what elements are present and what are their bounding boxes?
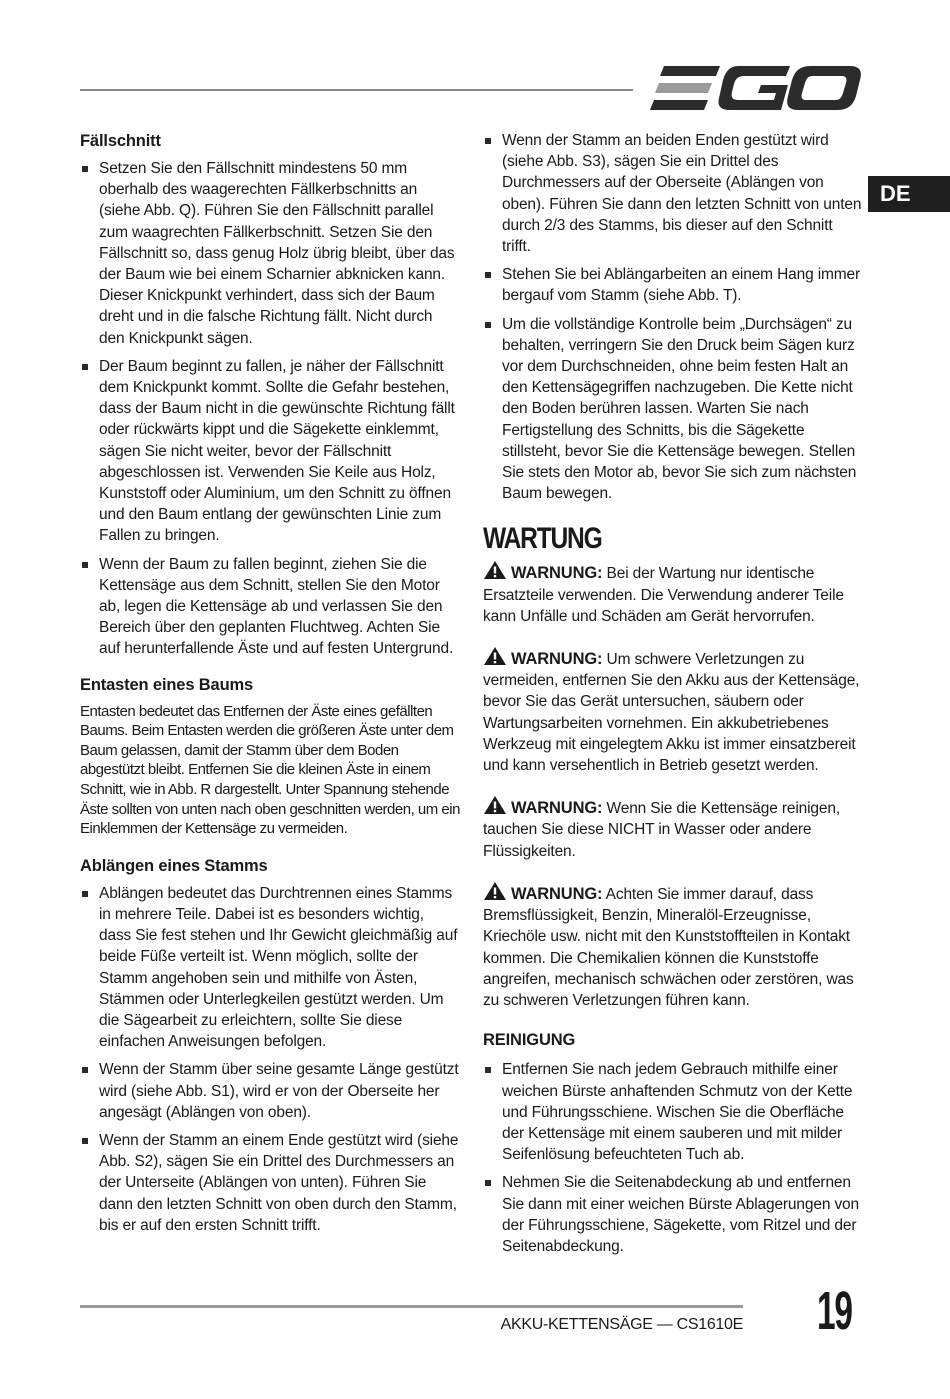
bucking-list-continued [483,130,863,504]
language-tab: DE [868,176,950,212]
list-item: Wenn der Stamm an einem Ende gestützt wird (siehe Abb. S2), sägen Sie ein Drittel des Durchmessers an der Unterseite (Ablängen von unten). Führen Sie dann den letzten Schnitt von oben durch den Stamm, bis er auf den ersten Schnitt trifft. [80,1130,460,1236]
list-item: Nehmen Sie die Seitenabdeckung ab und entfernen Sie dann mit einer weichen Bürste Ablagerungen von der Führungsschiene, Sägekette, vom Ritzel und der Seitenabdeckung. [483,1172,863,1257]
bucking-heading: Ablängen eines Stamms [80,856,268,875]
warning-block [483,646,863,776]
list-item: Ablängen bedeutet das Durchtrennen eines Stamms in mehrere Teile. Dabei ist es besonders wichtig, dass Sie fest stehen und Ihr Gewicht gleichmäßig auf beide Füße verteilt ist. Wenn möglich, sollte der Stamm angehoben sein und mithilfe von Ästen, Stämmen oder Unterlegkeilen gestützt werden. Um die Sägearbeit zu erleichtern, sollte Sie diese einfachen Anweisungen befolgen. [80,883,460,1053]
limbing-heading: Entasten eines Baums [80,675,254,694]
warning-block [483,560,863,627]
cleaning-heading: REINIGUNG [483,1031,576,1050]
list-item: Wenn der Stamm an beiden Enden gestützt wird (siehe Abb. S3), sägen Sie ein Drittel des Durchmessers auf der Oberseite (Ablängen von oben). Führen Sie dann den letzten Schnitt von unten durch 2/3 des Stamms, bis dieser auf den Schnitt trifft. [483,130,863,257]
bucking-list [80,883,460,1236]
felling-list [80,158,460,660]
warning-label: WARNUNG: [511,564,603,583]
warning-triangle-icon [483,795,507,815]
warning-block [483,795,863,862]
ego-logo [650,62,862,114]
felling-heading: Fällschnitt [80,132,161,150]
list-item: Wenn der Baum zu fallen beginnt, ziehen Sie die Kettensäge aus dem Schnitt, stellen Sie den Motor ab, legen die Kettensäge ab und verlassen Sie den Bereich über den geplanten Fluchtweg. Achten Sie auf herunterfallende Äste und auf festen Untergrund. [80,554,460,660]
list-item: Setzen Sie den Fällschnitt mindestens 50 mm oberhalb des waagerechten Fällkerbschnitts an (siehe Abb. Q). Führen Sie den Fällschnitt parallel zum waagrechten Fällkerbschnitt. Setzen Sie den Fällschnitt so, dass genug Holz übrig bleibt, über das der Baum wie bei einem Scharnier abknicken kann. Dieser Knickpunkt verhindert, dass sich der Baum dreht und in die falsche Richtung fällt. Nicht durch den Knickpunkt sägen. [80,158,460,349]
footer-rule [80,1305,743,1308]
warning-triangle-icon [483,646,507,666]
warning-label: WARNUNG: [511,799,603,818]
warning-text: Um schwere Verletzungen zu vermeiden, entfernen Sie den Akku aus der Kettensäge, bevor Sie das Gerät untersuchen, säubern oder Wartungsarbeiten vornehmen. Ein akkubetriebenes Werkzeug mit eingelegtem Akku ist immer einsatzbereit und kann versehentlich in Betrieb gesetzt werden. [483,651,860,775]
right-column [483,130,863,1264]
list-item: Entfernen Sie nach jedem Gebrauch mithilfe einer weichen Bürste anhaftenden Schmutz von der Kette und Führungsschiene. Wischen Sie die Oberfläche der Kettensäge mit einem sauberen und mit milder Seifenlösung befeuchteten Tuch ab. [483,1059,863,1165]
left-column [80,130,460,1243]
footer-product-title: AKKU-KETTENSÄGE — CS1610E [500,1316,743,1333]
warning-text: Achten Sie immer darauf, dass Bremsflüssigkeit, Benzin, Mineralöl-Erzeugnisse, Kriechöle usw. nicht mit den Kunststoffteilen in Kontakt kommen. Die Chemikalien können die Kunststoffe angreifen, mechanisch schwächen oder zerstören, was zu schweren Verletzungen führen kann. [483,885,854,1009]
warning-triangle-icon [483,881,507,901]
maintenance-title: WARTUNG [483,522,602,556]
list-item: Stehen Sie bei Ablängarbeiten an einem Hang immer bergauf vom Stamm (siehe Abb. T). [483,264,863,306]
cleaning-list [483,1059,863,1257]
header-rule [80,89,633,91]
warning-text: Wenn Sie die Kettensäge reinigen, tauchen Sie diese NICHT in Wasser oder andere Flüssigkeiten. [483,800,840,860]
list-item: Um die vollständige Kontrolle beim „Durchsägen“ zu behalten, verringern Sie den Druck beim Sägen kurz vor dem Durchschneiden, ohne beim festen Halt an den Kettensägegriffen nachzugeben. Die Kette nicht den Boden berühren lassen. Warten Sie nach Fertigstellung des Schnitts, bis die Sägekette stillsteht, bevor Sie die Kettensäge bewegen. Stellen Sie stets den Motor ab, bevor Sie sich zum nächsten Baum bewegen. [483,314,863,505]
list-item: Wenn der Stamm über seine gesamte Länge gestützt wird (siehe Abb. S1), wird er von der Oberseite her angesägt (Ablängen von oben). [80,1059,460,1123]
page-number: 19 [817,1281,852,1341]
limbing-text: Entasten bedeutet das Entfernen der Äste eines gefällten Baums. Beim Entasten werden die größeren Äste unter dem Baum gelassen, damit der Stamm über dem Boden abgestützt bleibt. Entfernen Sie die kleinen Äste in einem Schnitt, wie in Abb. R dargestellt. Unter Spannung stehende Äste sollten von unten nach oben geschnitten werden, um ein Einklemmen der Kettensäge zu vermeiden. [80,702,460,838]
warning-label: WARNUNG: [511,884,603,903]
warning-block [483,881,863,1011]
warning-text: Bei der Wartung nur identische Ersatzteile verwenden. Die Verwendung anderer Teile kann Unfälle und Schäden am Gerät hervorrufen. [483,565,844,625]
warning-label: WARNUNG: [511,650,603,669]
list-item: Der Baum beginnt zu fallen, je näher der Fällschnitt dem Knickpunkt kommt. Sollte die Gefahr bestehen, dass der Baum nicht in die gewünschte Richtung fällt oder rückwärts kippt und die Sägekette einklemmt, sägen Sie nicht weiter, bevor der Fällschnitt abgeschlossen ist. Verwenden Sie Keile aus Holz, Kunststoff oder Aluminium, um den Schnitt zu öffnen und den Baum entlang der gewünschten Linie zum Fallen zu bringen. [80,356,460,547]
warning-triangle-icon [483,560,507,580]
